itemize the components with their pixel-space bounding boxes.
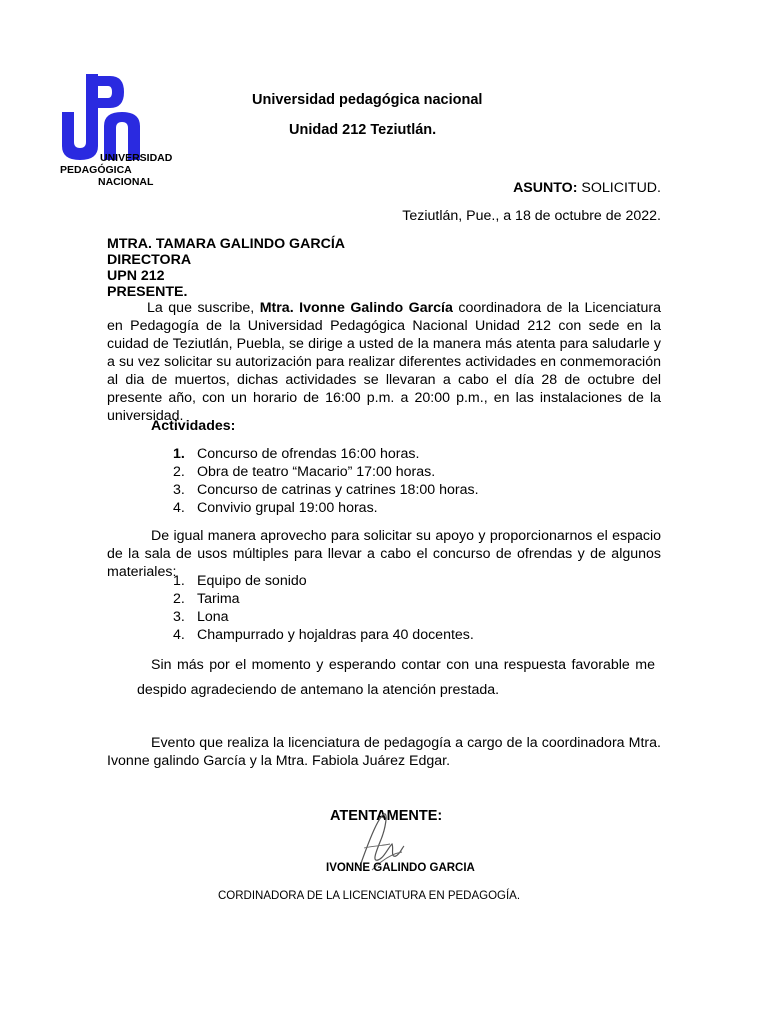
- recipient-org: UPN 212: [107, 268, 165, 284]
- material-item: [173, 608, 474, 626]
- paragraph-support: De igual manera aprovecho para solicitar su apoyo y proporcionarnos el espacio de la sala de usos múltiples para llevar a cabo el concurso de ofrendas y de algunos materiales:: [107, 528, 661, 580]
- material-item-number: 2.: [173, 591, 185, 607]
- activity-item-text: Obra de teatro “Macario” 17:00 horas.: [197, 464, 436, 480]
- logo-text-universidad: UNIVERSIDAD: [100, 152, 173, 164]
- activity-item: [173, 445, 479, 463]
- material-item-text: Tarima: [197, 591, 240, 607]
- material-item-text: Equipo de sonido: [197, 573, 307, 589]
- activity-item-number: 3.: [173, 482, 185, 498]
- materials-list: [173, 572, 474, 644]
- material-item: [173, 572, 474, 590]
- unit-title: Unidad 212 Teziutlán.: [289, 122, 437, 138]
- material-item-number: 1.: [173, 573, 185, 589]
- activity-item-text: Convivio grupal 19:00 horas.: [197, 500, 378, 516]
- upn-logo: [58, 72, 176, 190]
- recipient-block: [107, 236, 345, 300]
- subject-label: ASUNTO:: [513, 180, 578, 196]
- activity-item-number: 2.: [173, 464, 185, 480]
- material-item: [173, 626, 474, 644]
- signer-name: IVONNE GALINDO GARCIA: [326, 862, 475, 874]
- intro-start: La que suscribe,: [147, 300, 260, 316]
- closing-salutation: ATENTAMENTE:: [330, 808, 443, 824]
- paragraph-closing-line2: despido agradeciendo de antemano la atención prestada.: [137, 682, 500, 698]
- intro-sender-name: Mtra. Ivonne Galindo García: [259, 300, 453, 316]
- activities-list: [173, 445, 479, 517]
- signer-title: CORDINADORA DE LA LICENCIATURA EN PEDAGOGÍA.: [218, 890, 521, 902]
- paragraph-intro: [107, 299, 661, 425]
- material-item: [173, 590, 474, 608]
- upn-logo-mark: [58, 72, 176, 162]
- activity-item: [173, 463, 479, 481]
- recipient-position: DIRECTORA: [107, 252, 192, 268]
- recipient-greeting: PRESENTE.: [107, 284, 188, 300]
- activity-item: [173, 499, 479, 517]
- activities-title: Actividades:: [151, 418, 236, 434]
- paragraph-closing-line1: Sin más por el momento y esperando contar con una respuesta favorable me: [151, 657, 655, 673]
- activity-item-number: 1.: [173, 446, 185, 462]
- activity-item-text: Concurso de catrinas y catrines 18:00 horas.: [197, 482, 479, 498]
- logo-text-nacional: NACIONAL: [98, 176, 154, 188]
- activity-item-number: 4.: [173, 500, 185, 516]
- intro-rest: coordinadora de la Licenciatura en Pedagogía de la Universidad Pedagógica Nacional Unidad 212 con sede en la cuidad de Teziutlán, Puebla, se dirige a usted de la manera más atenta para saludarle y a su vez solicitar su autorización para realizar diferentes actividades en conmemoración al dia de muertos, dichas actividades se llevaran a cabo el día 28 de octubre del presente año, con un horario de 16:00 p.m. a 20:00 p.m., en las instalaciones de la universidad.: [107, 300, 661, 424]
- material-item-text: Lona: [197, 609, 229, 625]
- subject-value: SOLICITUD.: [577, 180, 661, 196]
- recipient-name: MTRA. TAMARA GALINDO GARCÍA: [107, 236, 346, 252]
- activity-item-text: Concurso de ofrendas 16:00 horas.: [197, 446, 420, 462]
- subject-line: [513, 180, 661, 196]
- material-item-number: 3.: [173, 609, 185, 625]
- logo-text-pedagogica: PEDAGÓGICA: [60, 164, 132, 176]
- paragraph-event: Evento que realiza la licenciatura de pedagogía a cargo de la coordinadora Mtra. Ivonne galindo García y la Mtra. Fabiola Juárez Edgar.: [107, 735, 661, 769]
- activity-item: [173, 481, 479, 499]
- place-date: Teziutlán, Pue., a 18 de octubre de 2022.: [402, 208, 661, 224]
- material-item-number: 4.: [173, 627, 185, 643]
- university-title: Universidad pedagógica nacional: [252, 92, 483, 108]
- material-item-text: Champurrado y hojaldras para 40 docentes.: [197, 627, 474, 643]
